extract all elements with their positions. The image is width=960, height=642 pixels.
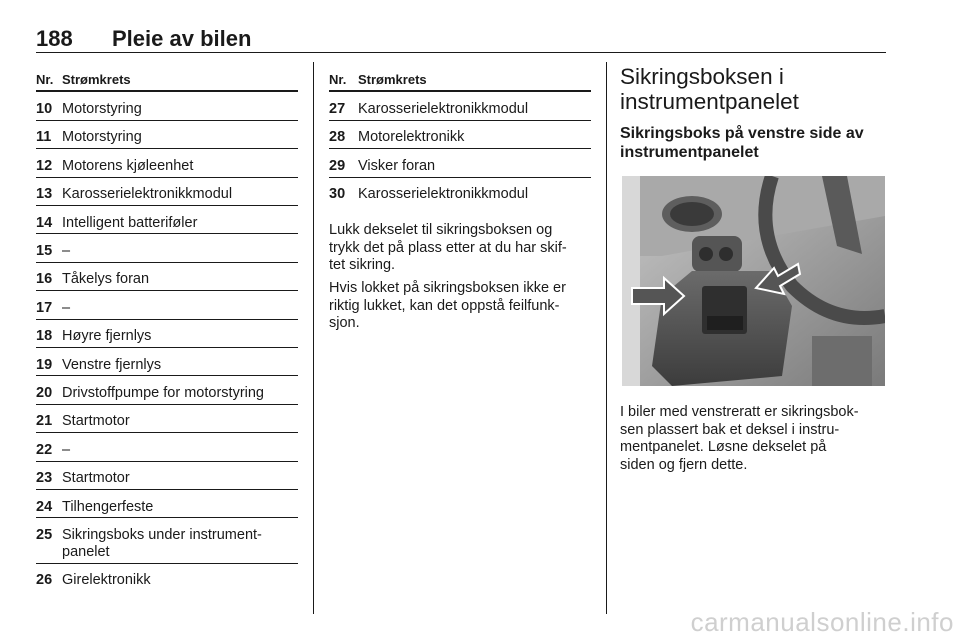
fuse-circuit: – [62, 299, 71, 316]
fuse-circuit: Karosserielektronikkmodul [62, 186, 233, 203]
table-header [36, 64, 298, 92]
fuse-number: 23 [36, 470, 53, 487]
fuse-circuit: Motorstyring [62, 129, 142, 146]
fuse-circuit-cont: panelet [62, 544, 110, 560]
table-row [329, 177, 591, 205]
table-row [329, 92, 591, 120]
fuse-circuit: Karosserielektronikkmodul [358, 186, 529, 203]
column-divider-1 [313, 62, 314, 614]
section-heading [620, 64, 890, 114]
text-line: tet sikring. [329, 257, 396, 273]
table-row [36, 563, 298, 591]
fuse-circuit: – [62, 243, 71, 259]
table-row [36, 376, 298, 404]
fuse-number: 30 [329, 186, 346, 203]
fuse-number: 14 [36, 214, 53, 231]
fuse-number: 21 [36, 413, 53, 430]
fuse-number: 19 [36, 356, 53, 373]
fuse-number: 16 [36, 271, 53, 288]
fuse-circuit: Visker foran [358, 157, 436, 174]
fuse-circuit: Sikringsboks under instrument- [62, 527, 262, 543]
fuse-number: 15 [36, 243, 53, 259]
fuse-circuit: Tilhengerfeste [62, 498, 154, 515]
fuse-number: 17 [36, 299, 53, 316]
fuse-circuit: Motorstyring [62, 101, 142, 117]
watermark: carmanualsonline.info [690, 607, 954, 637]
fuse-number: 28 [329, 129, 346, 146]
text-line: I biler med venstreratt er sikringsbok- [620, 404, 859, 420]
section-subheading [620, 124, 890, 162]
text-line: sjon. [329, 315, 360, 331]
column-header-nr: Nr. [329, 72, 347, 87]
table-row [36, 490, 298, 518]
column-header-circuit: Strømkrets [358, 72, 427, 87]
table-row [36, 149, 298, 177]
text-line: mentpanelet. Løsne dekselet på [620, 439, 827, 455]
fuse-number: 11 [36, 129, 52, 146]
table-row [36, 404, 298, 432]
heading-line: instrumentpanelet [620, 89, 799, 114]
fuse-number: 27 [329, 101, 346, 117]
fuse-circuit: – [62, 441, 71, 458]
subheading-line: Sikringsboks på venstre side av [620, 125, 864, 142]
column-header-circuit: Strømkrets [62, 72, 131, 87]
fuse-circuit: Intelligent batteriføler [62, 214, 198, 231]
fuse-number: 12 [36, 157, 53, 174]
fuse-number: 13 [36, 186, 53, 203]
fuse-number: 24 [36, 498, 53, 515]
fuse-circuit: Girelektronikk [62, 572, 151, 589]
table-row [329, 149, 591, 177]
fuse-number: 26 [36, 572, 53, 589]
fuse-number: 20 [36, 385, 53, 401]
fuse-circuit: Venstre fjernlys [62, 356, 162, 373]
table-row [36, 120, 298, 148]
fuse-circuit: Tåkelys foran [62, 271, 150, 288]
fusebox-photo-illustration [622, 176, 885, 386]
text-line: siden og fjern dette. [620, 456, 748, 473]
fuse-table-left [36, 64, 298, 589]
text-line: sen plassert bak et deksel i instru- [620, 421, 840, 438]
table-row [36, 518, 298, 563]
text-line: Hvis lokket på sikringsboksen ikke er [329, 280, 566, 296]
fuse-table-middle [329, 64, 591, 203]
page-title: Pleie av bilen [112, 26, 252, 51]
table-row [36, 433, 298, 461]
table-row [36, 461, 298, 489]
fuse-circuit: Høyre fjernlys [62, 328, 152, 345]
fuse-circuit: Startmotor [62, 413, 130, 430]
text-line: riktig lukket, kan det oppstå feilfunk- [329, 297, 560, 314]
text-line: Lukk dekselet til sikringsboksen og [329, 222, 553, 238]
column-header-nr: Nr. [36, 72, 54, 87]
fuse-circuit: Karosserielektronikkmodul [358, 101, 529, 117]
paragraph-fusebox-location [620, 404, 890, 474]
table-row [36, 319, 298, 347]
fuse-circuit: Drivstoffpumpe for motorstyring [62, 385, 264, 401]
fuse-number: 22 [36, 441, 53, 458]
table-row [36, 262, 298, 290]
text-line: trykk det på plass etter at du har skif- [329, 239, 567, 256]
page-header [36, 24, 886, 53]
subheading-line: instrumentpanelet [620, 144, 759, 161]
table-row [329, 120, 591, 148]
fuse-circuit: Startmotor [62, 470, 130, 487]
column-divider-2 [606, 62, 607, 614]
fusebox-photo [622, 176, 885, 386]
table-row [36, 177, 298, 205]
fuse-number: 18 [36, 328, 53, 345]
table-row [36, 92, 298, 120]
paragraph-cover-warning [329, 280, 599, 333]
heading-line: Sikringsboksen i [620, 64, 784, 89]
table-row [36, 291, 298, 319]
table-row [36, 206, 298, 234]
fuse-circuit: Motorelektronikk [358, 129, 465, 146]
table-header [329, 64, 591, 92]
paragraph-close-cover [329, 222, 599, 275]
fuse-number: 29 [329, 157, 346, 174]
fuse-number: 10 [36, 101, 53, 117]
table-row [36, 348, 298, 376]
table-row [36, 234, 298, 262]
page-number: 188 [36, 26, 73, 51]
fuse-number: 25 [36, 527, 53, 543]
fuse-circuit: Motorens kjøleenhet [62, 157, 194, 174]
